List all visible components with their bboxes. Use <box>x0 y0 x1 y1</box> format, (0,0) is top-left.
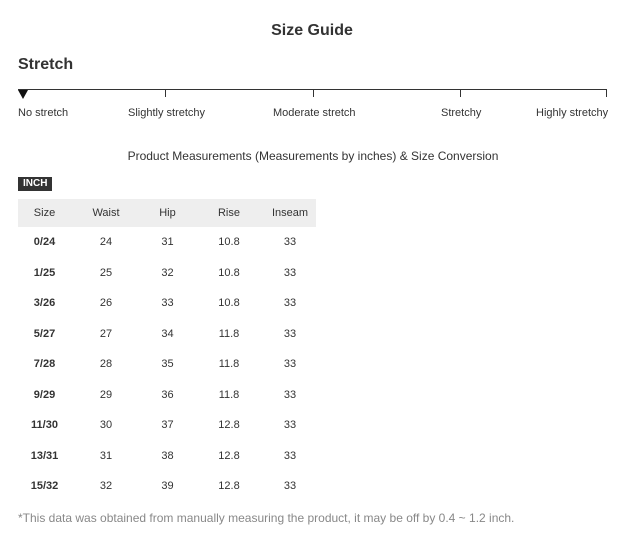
unit-badge: INCH <box>18 177 52 191</box>
size-table <box>18 199 316 502</box>
size-cell: 13/31 <box>30 449 59 462</box>
size-cell: 3/26 <box>33 297 56 310</box>
measurement-footnote: *This data was obtained from manually measuring the product, it may be off by 0.4 ~ 1.2 inch. <box>18 511 515 525</box>
table-row <box>18 258 316 289</box>
size-cell: 5/27 <box>33 327 56 340</box>
conversion-title: Product Measurements (Measurements by inches) & Size Conversion <box>127 149 499 163</box>
waist-cell: 30 <box>99 419 113 432</box>
table-row <box>18 471 316 502</box>
stretch-tick <box>313 89 314 97</box>
inseam-cell: 33 <box>283 419 297 432</box>
rise-cell: 10.8 <box>218 236 240 249</box>
inseam-cell: 33 <box>283 388 297 401</box>
stretch-label-slightly-stretchy: Slightly stretchy <box>128 107 206 119</box>
rise-cell: 11.8 <box>218 327 240 340</box>
hip-cell: 32 <box>161 266 174 279</box>
size-cell: 1/25 <box>33 266 56 279</box>
column-header-size: Size <box>18 199 71 227</box>
inseam-cell: 33 <box>283 327 297 340</box>
stretch-label-stretchy: Stretchy <box>441 107 482 119</box>
rise-cell: 12.8 <box>218 480 240 493</box>
stretch-heading: Stretch <box>18 56 74 73</box>
hip-cell: 35 <box>161 358 174 371</box>
inseam-cell: 33 <box>283 297 297 310</box>
waist-cell: 24 <box>99 236 113 249</box>
stretch-scale <box>18 89 608 119</box>
stretch-label-moderate-stretch: Moderate stretch <box>273 107 356 119</box>
hip-cell: 37 <box>161 419 174 432</box>
rise-cell: 10.8 <box>218 297 240 310</box>
inseam-cell: 33 <box>283 266 297 279</box>
column-header-waist: Waist <box>71 199 141 227</box>
inseam-cell: 33 <box>283 236 297 249</box>
table-row <box>18 410 316 441</box>
waist-cell: 29 <box>99 388 113 401</box>
hip-cell: 39 <box>161 480 174 493</box>
column-header-inseam: Inseam <box>264 199 316 227</box>
waist-cell: 28 <box>99 358 113 371</box>
hip-cell: 38 <box>161 449 174 462</box>
stretch-tick <box>460 89 461 97</box>
table-row <box>18 441 316 472</box>
rise-cell: 11.8 <box>218 388 240 401</box>
stretch-marker-icon <box>18 90 28 99</box>
column-header-rise: Rise <box>194 199 264 227</box>
inseam-cell: 33 <box>283 480 297 493</box>
table-row <box>18 380 316 411</box>
hip-cell: 31 <box>161 236 174 249</box>
inseam-cell: 33 <box>283 449 297 462</box>
waist-cell: 25 <box>99 266 113 279</box>
size-cell: 9/29 <box>33 388 56 401</box>
rise-cell: 11.8 <box>218 358 240 371</box>
table-header-row <box>18 199 316 227</box>
size-cell: 11/30 <box>31 419 58 432</box>
waist-cell: 26 <box>99 297 113 310</box>
inseam-cell: 33 <box>283 358 297 371</box>
page-title: Size Guide <box>271 22 353 39</box>
table-row <box>18 227 316 258</box>
stretch-tick <box>165 89 166 97</box>
table-row <box>18 349 316 380</box>
hip-cell: 33 <box>161 297 174 310</box>
table-row <box>18 288 316 319</box>
size-cell: 0/24 <box>33 236 56 249</box>
waist-cell: 32 <box>99 480 113 493</box>
waist-cell: 31 <box>99 449 113 462</box>
hip-cell: 36 <box>161 388 174 401</box>
stretch-label-highly-stretchy: Highly stretchy <box>536 107 609 119</box>
rise-cell: 12.8 <box>218 419 240 432</box>
rise-cell: 10.8 <box>218 266 240 279</box>
table-row <box>18 319 316 350</box>
column-header-hip: Hip <box>141 199 194 227</box>
size-cell: 15/32 <box>30 480 59 493</box>
size-cell: 7/28 <box>33 358 56 371</box>
hip-cell: 34 <box>161 327 174 340</box>
stretch-label-no-stretch: No stretch <box>18 107 69 119</box>
rise-cell: 12.8 <box>218 449 240 462</box>
waist-cell: 27 <box>99 327 113 340</box>
stretch-tick <box>606 89 607 97</box>
